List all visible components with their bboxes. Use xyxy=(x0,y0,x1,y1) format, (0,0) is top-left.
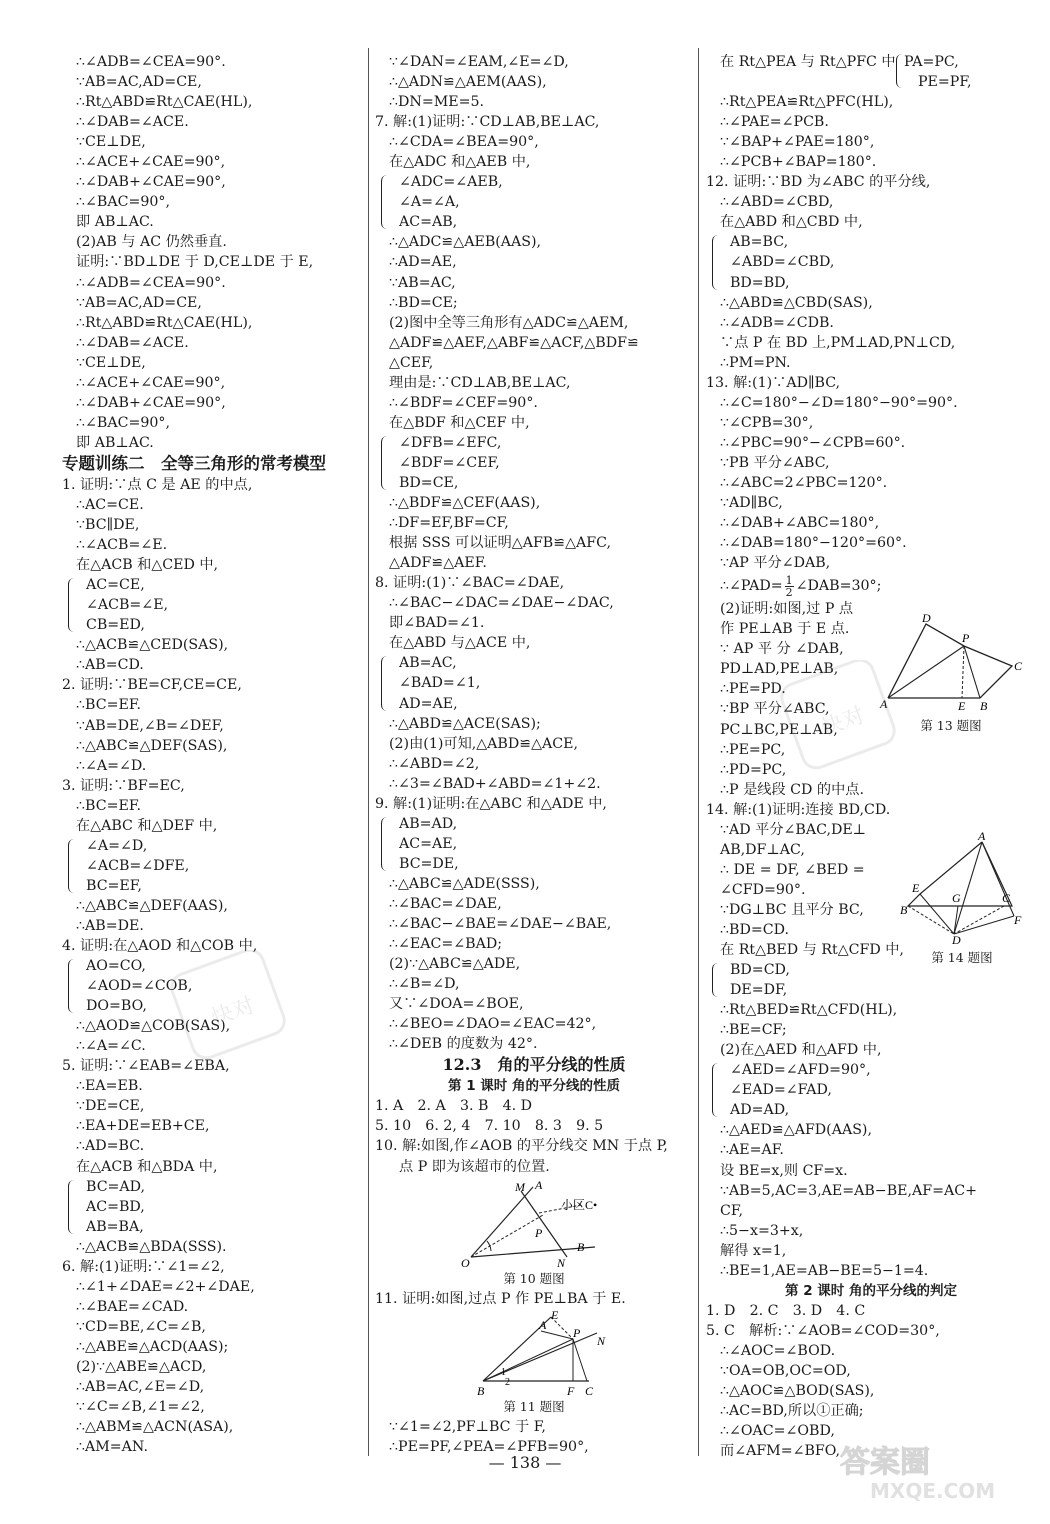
page-number: — 138 — xyxy=(488,1453,562,1472)
condition-line: AD=AD, xyxy=(730,1102,790,1119)
fig11-label-1: 1 xyxy=(501,1366,506,1378)
frac-lead: ∴∠PAD= xyxy=(720,578,783,595)
condition-line: BC=DE, xyxy=(399,855,459,872)
text-line: ∵PB 平分∠ABC, xyxy=(720,454,830,471)
text-line: 3. 证明:∵BF=EC, xyxy=(62,777,185,794)
text-line: ∠CFD=90°. xyxy=(720,881,806,898)
column-divider xyxy=(698,48,699,1456)
text-line: AB,DF⊥AC, xyxy=(720,841,805,858)
text-line: ∵BC∥DE, xyxy=(76,517,140,534)
text-line: ∴AE=AF. xyxy=(720,1142,784,1159)
text-line: 作 PE⊥AB 于 E 点. xyxy=(720,621,850,638)
text-line: ∵∠1=∠2,PF⊥BC 于 F, xyxy=(389,1418,546,1435)
text-line: 12. 证明:∵BD 为∠ABC 的平分线, xyxy=(706,174,931,191)
text-line: ∴AC=CE. xyxy=(76,496,144,513)
fraction-denominator: 2 xyxy=(785,585,793,599)
text-line xyxy=(706,72,1036,92)
condition-line: ∠AOD=∠COB, xyxy=(86,978,193,995)
text-line: ∴ DE = DF, ∠BED = xyxy=(720,861,865,878)
text-line: ∴∠ACE+∠CAE=90°, xyxy=(76,154,226,171)
text-line: 4. 证明:在△AOD 和△COB 中, xyxy=(62,938,258,955)
text-line: ∴∠ACE+∠CAE=90°, xyxy=(76,374,226,391)
condition-line: AC=AE, xyxy=(399,835,458,852)
figure-11 xyxy=(375,1309,693,1397)
text-line: ∴∠CDA=∠BEA=90°, xyxy=(389,134,539,151)
text-line: ∴∠B=∠D, xyxy=(389,976,460,993)
text-line: ∴△ACB≌△CED(SAS), xyxy=(76,637,229,654)
text-line: ∴AC=BD,所以①正确; xyxy=(720,1403,864,1420)
text-line: ∴BE=1,AE=AB−BE=5−1=4. xyxy=(720,1262,929,1279)
section-heading: 专题训练二 全等三角形的常考模型 xyxy=(62,453,326,473)
condition-line: ∠A=∠D, xyxy=(86,837,148,854)
text-line: ∴△AED≌△AFD(AAS), xyxy=(720,1122,872,1139)
text-line: ∵CE⊥DE, xyxy=(76,134,146,151)
condition-line: ∠ADC=∠AEB, xyxy=(399,174,503,191)
text-line: ∴△ADC≌△AEB(AAS), xyxy=(389,234,542,251)
text-line: 即 AB⊥AC. xyxy=(76,214,154,231)
text-line: ∴∠C=180°−∠D=180°−90°=90°. xyxy=(720,394,958,411)
condition-line: DO=BO, xyxy=(86,998,147,1015)
text-line: ∴Rt△BED≌Rt△CFD(HL), xyxy=(720,1002,898,1019)
text-line: ∴∠PBC=90°−∠CPB=60°. xyxy=(720,434,906,451)
text-line: PC⊥BC,PE⊥AB, xyxy=(720,721,838,738)
text-line: ∴△ABE≌△ACD(AAS); xyxy=(76,1338,229,1355)
text-line: ∴∠ADB=∠CEA=90°. xyxy=(76,54,226,70)
condition-line: AD=AE, xyxy=(399,695,458,712)
text-line: ∴BE=CF; xyxy=(720,1022,787,1039)
fig14-label-C: C xyxy=(1002,891,1011,905)
text-line: 第 11 题图 xyxy=(503,1398,565,1414)
text-line: ∴∠ABD=∠2, xyxy=(389,755,480,772)
fig13-label-E: E xyxy=(958,699,966,712)
fig11-label-C: C xyxy=(585,1383,594,1397)
fig10-label-A: A xyxy=(535,1177,543,1192)
text-line: ∴∠EAC=∠BAD; xyxy=(389,936,502,953)
text-line: ∵CE⊥DE, xyxy=(76,354,146,371)
condition-line: AB=AC, xyxy=(399,655,457,672)
text-line: ∴∠BDF=∠CEF=90°. xyxy=(389,394,538,411)
text-line: (2)AB 与 AC 仍然垂直. xyxy=(76,234,227,251)
text-line: 理由是:∵CD⊥AB,BE⊥AC, xyxy=(389,374,571,391)
pa-b: PE=PF, xyxy=(918,74,972,91)
column-divider xyxy=(368,48,369,1456)
text-line: ∴∠ADB=∠CEA=90°. xyxy=(76,274,226,291)
column-middle xyxy=(375,52,693,1457)
fraction-numerator: 1 xyxy=(785,573,793,587)
fig11-label-N: N xyxy=(597,1333,606,1348)
fig13-label-C: C xyxy=(1014,659,1023,673)
svg-text:MXQE.COM: MXQE.COM xyxy=(870,1479,996,1503)
text-line: △CEF, xyxy=(389,354,434,371)
text-line: ∴∠BAC−∠DAC=∠DAE−∠DAC, xyxy=(389,595,614,612)
text-line: ∴PE=PD. xyxy=(720,681,786,698)
condition-line: ∠ACB=∠DFE, xyxy=(86,857,190,874)
text-line: ∵DG⊥BC 且平分 BC, xyxy=(720,901,864,918)
text-line: ∴∠ACB=∠E. xyxy=(76,537,168,554)
fig10-label-B: B xyxy=(577,1239,585,1254)
text-line: ∵ AP 平 分 ∠DAB, xyxy=(720,641,844,658)
text-line: ∵AB=AC,AD=CE, xyxy=(76,74,202,91)
text-line: 7. 解:(1)证明:∵CD⊥AB,BE⊥AC, xyxy=(375,114,600,131)
text-line: ∵AB=AC,AD=CE, xyxy=(76,294,202,311)
fig11-label-A: A xyxy=(539,1317,547,1332)
text-line: ∴AD=BC. xyxy=(76,1138,145,1155)
text-line: ∴△ABD≌△CBD(SAS), xyxy=(720,294,873,311)
text-line: 在△BDF 和△CEF 中, xyxy=(389,414,530,431)
text-line: 在△ACB 和△BDA 中, xyxy=(76,1158,218,1175)
text-line: ∴∠PCB+∠BAP=180°. xyxy=(720,154,877,171)
text-line: ∴∠DAB=∠ACE. xyxy=(76,114,189,131)
fig13-label-B: B xyxy=(980,699,988,712)
text-line: 1. A 2. A 3. B 4. D xyxy=(375,1098,533,1115)
condition-line: ∠ACB=∠E, xyxy=(86,597,169,614)
condition-brace-group xyxy=(62,956,362,1016)
svg-text:答案圈: 答案圈 xyxy=(840,1445,930,1480)
text-line: (2)由(1)可知,△ABD≌△ACE, xyxy=(389,735,578,752)
fraction xyxy=(785,575,794,598)
text-line: ∵点 P 在 BD 上,PM⊥AD,PN⊥CD, xyxy=(720,334,956,351)
text-line: 8. 证明:(1)∵∠BAC=∠DAE, xyxy=(375,575,565,592)
text-line: ∴△AOC≌△BOD(SAS), xyxy=(720,1383,875,1400)
condition-line: ∠EAD=∠FAD, xyxy=(730,1082,832,1099)
text-line: ∴∠DEB 的度数为 42°. xyxy=(389,1036,538,1053)
fig13-label-D: D xyxy=(922,612,931,625)
text-line: △ADF≌△AEF. xyxy=(389,555,487,572)
text-line: ∴∠DAB+∠CAE=90°, xyxy=(76,174,226,191)
text-line: 解得 x=1, xyxy=(720,1242,787,1259)
text-line: ∴∠A=∠C. xyxy=(76,1038,146,1055)
text-line: ∴BC=EF. xyxy=(76,797,141,814)
text-line: 第 10 题图 xyxy=(503,1270,565,1286)
text-line: ∵AD∥BC, xyxy=(720,495,783,512)
condition-line: AB=BA, xyxy=(86,1218,144,1235)
condition-line: AO=CO, xyxy=(86,958,146,975)
condition-line: BC=EF, xyxy=(86,877,142,894)
text-line: ∵AB=5,AC=3,AE=AB−BE,AF=AC+ xyxy=(720,1182,977,1199)
pa-a: PA=PC, xyxy=(904,54,959,70)
fig11-label-2: 2 xyxy=(505,1376,510,1388)
text-line: 5. 10 6. 2, 4 7. 10 8. 3 9. 5 xyxy=(375,1118,604,1135)
text-line: 点 P 即为该超市的位置. xyxy=(399,1158,550,1175)
text-line: ∴∠BAC=90°, xyxy=(76,194,170,211)
text-line: ∴∠ABD=∠CBD, xyxy=(720,194,834,211)
text-line: ∴PM=PN. xyxy=(720,354,791,371)
text-line: ∴5−x=3+x, xyxy=(720,1222,804,1239)
text-line: ∴Rt△ABD≌Rt△CAE(HL), xyxy=(76,314,253,331)
text-line: ∴∠BAC=∠DAE, xyxy=(389,895,502,912)
text-line: (2)∵△ABC≌△ADE, xyxy=(389,956,521,973)
text-line: ∴∠PAE=∠PCB. xyxy=(720,114,829,131)
watermark-text: 快对 xyxy=(208,992,259,1032)
condition-line: ∠BDF=∠CEF, xyxy=(399,454,500,471)
text-line: ∵DE=CE, xyxy=(76,1098,145,1115)
text-line: 5. 证明:∵∠EAB=∠EBA, xyxy=(62,1058,230,1075)
text-line: ∴PE=PC, xyxy=(720,741,786,758)
fig14-label-G: G xyxy=(952,891,961,905)
text-line: ∴Rt△PEA≌Rt△PFC(HL), xyxy=(720,94,894,111)
fig14-label-A: A xyxy=(978,832,986,843)
text-line: 在△ADC 和△AEB 中, xyxy=(389,154,531,171)
condition-brace-group xyxy=(706,232,1036,292)
text-line: ∴AB=DE. xyxy=(76,917,144,934)
text-line: ∴△ADN≌△AEM(AAS), xyxy=(389,74,547,91)
text-line: CF, xyxy=(720,1202,743,1219)
text-line: ∴AM=AN. xyxy=(76,1439,148,1456)
fig10-label-P: P xyxy=(535,1225,543,1240)
condition-brace-group xyxy=(706,1060,1036,1120)
text-line: ∵AP 平分∠DAB, xyxy=(720,555,831,572)
fig11-label-E: E xyxy=(551,1308,559,1322)
condition-line: ∠ABD=∠CBD, xyxy=(730,254,835,271)
fig14-label-D: D xyxy=(952,933,961,944)
fig11-label-P: P xyxy=(573,1325,581,1340)
text-line: 9. 解:(1)证明:在△ABC 和△ADE 中, xyxy=(375,795,607,812)
column-left xyxy=(62,52,362,1457)
text-line: ∴△ABD≌△ACE(SAS); xyxy=(389,715,541,732)
fig10-label-N: N xyxy=(557,1255,566,1269)
condition-line: AC=CE, xyxy=(86,577,145,594)
text-line: ∵BP 平分∠ABC, xyxy=(720,701,830,718)
text-line: ∴∠DAB+∠ABC=180°, xyxy=(720,515,880,532)
text-line: ∵∠DAN=∠EAM,∠E=∠D, xyxy=(389,54,569,70)
text-line: ∴∠OAC=∠OBD, xyxy=(720,1423,835,1440)
figure-14 xyxy=(898,832,1026,972)
condition-brace-group xyxy=(375,653,693,713)
condition-brace-group xyxy=(375,814,693,874)
condition-line: CB=ED, xyxy=(86,617,145,634)
text-line: 14. 解:(1)证明:连接 BD,CD. xyxy=(706,801,891,818)
condition-line: AB=BC, xyxy=(730,234,789,251)
text-line: ∴∠A=∠D. xyxy=(76,757,147,774)
text-line: ∵OA=OB,OC=OD, xyxy=(720,1363,851,1379)
text-line: 13. 解:(1)∵AD∥BC, xyxy=(706,374,841,391)
condition-brace-group xyxy=(62,575,362,635)
text-line: ∴PE=PF,∠PEA=∠PFB=90°, xyxy=(389,1438,589,1455)
condition-line: AB=AD, xyxy=(399,815,458,832)
condition-brace-group xyxy=(62,836,362,896)
text-line: 设 BE=x,则 CF=x. xyxy=(720,1162,848,1179)
text-line: ∴∠3=∠BAD+∠ABD=∠1+∠2. xyxy=(389,775,601,792)
fig14-label-F: F xyxy=(1014,913,1022,927)
text-line: 6. 解:(1)证明:∵∠1=∠2, xyxy=(62,1258,225,1275)
text-line: (2)证明:如图,过 P 点 xyxy=(720,601,854,618)
text-line: ∵∠BAP+∠PAE=180°, xyxy=(720,134,875,151)
fig13-label-P: P xyxy=(962,631,970,645)
text-line xyxy=(706,573,1036,599)
condition-line: AC=AB, xyxy=(399,214,458,231)
text-line: (2)∵△ABE≌△ACD, xyxy=(76,1359,207,1375)
text-line: ∴△ACB≌△BDA(SSS). xyxy=(76,1238,227,1255)
text-line: 在 Rt△BED 与 Rt△CFD 中, xyxy=(720,942,904,959)
text-line: ∵AB=AC, xyxy=(389,274,456,291)
condition-line: BD=CE, xyxy=(399,474,459,491)
text-line: 在△ACB 和△CED 中, xyxy=(76,557,219,574)
condition-line: ∠A=∠A, xyxy=(399,194,460,211)
text-line: ∴△ABC≌△ADE(SSS), xyxy=(389,875,540,892)
text-line: ∴DF=EF,BF=CF, xyxy=(389,515,509,532)
condition-line: ∠BAD=∠1, xyxy=(399,675,481,692)
condition-brace-group xyxy=(375,172,693,232)
text-line: ∴∠ABC=2∠PBC=120°. xyxy=(720,474,888,491)
text-line: ∵∠CPB=30°, xyxy=(720,414,814,431)
text-line: 1. 证明:∵点 C 是 AE 的中点, xyxy=(62,476,253,493)
text-line: 即∠BAD=∠1. xyxy=(389,615,485,632)
text-line: ∴△BDF≌△CEF(AAS), xyxy=(389,495,541,512)
fig13-label-A: A xyxy=(880,697,888,711)
pa-lead: 在 Rt△PEA 与 Rt△PFC 中 xyxy=(720,54,896,70)
condition-brace-group xyxy=(62,1177,362,1237)
frac-tail: ∠DAB=30°; xyxy=(795,578,882,595)
section-heading: 第 2 课时 角的平分线的判定 xyxy=(785,1282,957,1299)
text-line: ∴EA=EB. xyxy=(76,1078,143,1095)
condition-line: ∠DFB=∠EFC, xyxy=(399,434,502,451)
fig13-caption: 第 13 题图 xyxy=(920,718,982,733)
text-line: ∴DN=ME=5. xyxy=(389,94,485,111)
text-line: ∴△ABC≌△DEF(SAS), xyxy=(76,737,228,754)
text-line: ∵∠C=∠B,∠1=∠2, xyxy=(76,1399,205,1416)
condition-line: BD=BD, xyxy=(730,274,790,291)
fig14-caption: 第 14 题图 xyxy=(931,950,993,965)
text-line: ∴PD=PC, xyxy=(720,761,787,778)
condition-line: AC=BD, xyxy=(86,1198,145,1215)
text-line: ∴∠AOC=∠BOD. xyxy=(720,1342,836,1359)
condition-brace-group xyxy=(375,433,693,493)
text-line: 证明:∵BD⊥DE 于 D,CE⊥DE 于 E, xyxy=(76,254,314,271)
text-line: ∴BD=CE; xyxy=(389,294,458,311)
text-line: ∴BC=EF. xyxy=(76,697,141,714)
site-logo xyxy=(830,1434,1030,1508)
text-line: (2)图中全等三角形有△ADC≌△AEM, xyxy=(389,314,629,331)
text-line: ∴AB=AC,∠E=∠D, xyxy=(76,1379,205,1396)
text-line: ∴∠ADB=∠CDB. xyxy=(720,314,834,331)
text-line: ∴∠DAB=∠ACE. xyxy=(76,334,189,351)
text-line: ∴∠BAC=90°, xyxy=(76,414,170,431)
fig11-label-B: B xyxy=(477,1383,485,1397)
fig10-label-O: O xyxy=(461,1255,470,1269)
fig14-label-E: E xyxy=(912,881,920,895)
fig10-label-M: M xyxy=(515,1179,525,1194)
text-line: 在△ABD 与△ACE 中, xyxy=(389,635,531,652)
section-heading: 第 1 课时 角的平分线的性质 xyxy=(448,1078,620,1095)
text-line: 而∠AFM=∠BFO, xyxy=(720,1443,841,1460)
text-line: 10. 解:如图,作∠AOB 的平分线交 MN 于点 P, xyxy=(375,1138,668,1155)
text-line: ∴∠DAB+∠CAE=90°, xyxy=(76,394,226,411)
text-line: 11. 证明:如图,过点 P 作 PE⊥BA 于 E. xyxy=(375,1290,626,1307)
text-line: ∴∠BAE=∠CAD. xyxy=(76,1298,189,1315)
text-line xyxy=(706,52,1036,72)
text-line: △ADF≌△AEF,△ABF≌△ACF,△BDF≌ xyxy=(389,334,639,351)
fig10-label-C: 小区C• xyxy=(561,1197,598,1212)
condition-line: BC=AD, xyxy=(86,1178,146,1195)
text-line: ∴P 是线段 CD 的中点. xyxy=(720,781,864,798)
text-line: ∴∠BEO=∠DAO=∠EAC=42°, xyxy=(389,1016,597,1033)
condition-line: ∠AED=∠AFD=90°, xyxy=(730,1062,871,1079)
text-line: 在△ABD 和△CBD 中, xyxy=(720,214,863,231)
figure-13 xyxy=(876,612,1026,732)
text-line: ∴∠DAB=180°−120°=60°. xyxy=(720,535,907,552)
text-line: 即 AB⊥AC. xyxy=(76,434,154,451)
figure-10 xyxy=(375,1177,693,1269)
condition-line: BD=CD, xyxy=(730,962,790,979)
text-line: (2)在△AED 和△AFD 中, xyxy=(720,1042,882,1059)
text-line: ∵AB=DE,∠B=∠DEF, xyxy=(76,717,224,734)
condition-line: DE=DF, xyxy=(730,982,788,999)
fig11-label-F: F xyxy=(567,1383,575,1397)
text-line: ∴Rt△ABD≌Rt△CAE(HL), xyxy=(76,94,253,111)
text-line: ∴△AOD≌△COB(SAS), xyxy=(76,1018,231,1035)
text-line: ∴BD=CD. xyxy=(720,921,789,938)
text-line: 1. D 2. C 3. D 4. C xyxy=(706,1302,866,1319)
text-line: ∴EA+DE=EB+CE, xyxy=(76,1118,210,1135)
text-line: ∴∠1+∠DAE=∠2+∠DAE, xyxy=(76,1278,255,1295)
text-line: ∵CD=BE,∠C=∠B, xyxy=(76,1318,206,1335)
text-line: ∴∠BAC−∠BAE=∠DAE−∠BAE, xyxy=(389,916,612,933)
text-line: PD⊥AD,PE⊥AB, xyxy=(720,661,839,678)
fig14-label-B: B xyxy=(900,903,908,917)
text-line: 2. 证明:∵BE=CF,CE=CE, xyxy=(62,677,242,694)
text-line: ∴△ABM≌△ACN(ASA), xyxy=(76,1419,234,1436)
text-line: 根据 SSS 可以证明△AFB≌△AFC, xyxy=(389,535,611,552)
watermark-text: 快对 xyxy=(818,702,869,742)
text-line: 又∵∠DOA=∠BOE, xyxy=(389,996,524,1013)
text-line: 5. C 解析:∵∠AOB=∠COD=30°, xyxy=(706,1322,940,1339)
text-line: ∴AB=CD. xyxy=(76,657,144,674)
text-line: ∴AD=AE, xyxy=(389,254,457,271)
text-line: 在△ABC 和△DEF 中, xyxy=(76,817,218,834)
text-line: ∴△ABC≌△DEF(AAS), xyxy=(76,897,228,914)
text-line: ∵AD 平分∠BAC,DE⊥ xyxy=(720,821,867,838)
column-right xyxy=(706,52,1036,1461)
section-heading: 12.3 角的平分线的性质 xyxy=(442,1055,626,1075)
